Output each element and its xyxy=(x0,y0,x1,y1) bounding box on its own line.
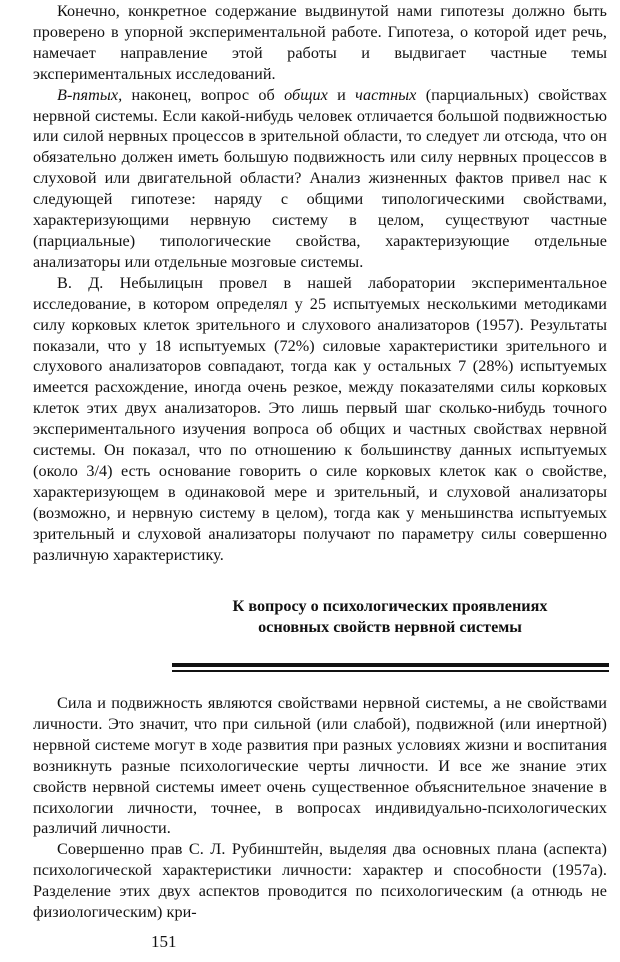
section-heading xyxy=(160,596,620,638)
emphasis-partial: частных xyxy=(355,85,417,104)
section-heading-line-1: К вопросу о психологических проявлениях xyxy=(232,597,548,615)
heading-rule-thin xyxy=(172,670,609,672)
paragraph-hypothesis: Конечно, конкретное содержание выдвинутой нами гипотезы должно быть проверено в упорной экспериментальной работе. Гипотеза, о которой идет речь, намечает направление этой работы и выдвигает частные темы экспериментальных исследований. xyxy=(33,2,607,83)
paragraph-fifth-text-b: (парциальных) свойствах нервной системы. Если какой-нибудь человек отличается большой подвижностью или силой нервных процессов в зрительной области, то следует ли отсюда, что он обязательно должен иметь большую подвижность или силу нервных процессов в слуховой или двигательной области? Анализ жизненных фактов привел нас к следующей гипотезе: наряду с общими типологическими свойствами, характеризующими нервную систему в целом, существуют частные (парциальные) типологические свойства, характеризующие отдельные анализаторы или отдельные мозговые системы. xyxy=(33,85,607,271)
section-body xyxy=(33,693,607,923)
paragraph-rubinstein: Совершенно прав С. Л. Рубинштейн, выделяя два основных плана (аспекта) психологической характеристики личности: характер и способности (1957а). Разделение этих двух аспектов проводится по психологическим (а отнюдь не физиологическим) кри- xyxy=(33,840,607,922)
emphasis-fifth: В-пятых, xyxy=(57,85,123,104)
intro-text xyxy=(33,1,607,565)
paragraph-nebylitsyn-study: В. Д. Небылицын провел в нашей лаборатории экспериментальное исследование, в котором определял у 25 испытуемых несколькими методиками силу корковых клеток зрительного и слухового анализаторов (1957). Результаты показали, что у 18 испытуемых (72%) силовые характеристики зрительного и слухового анализаторов совпадают, тогда как у остальных 7 (28%) испытуемых имеется расхождение, иногда очень резкое, между показателями силы корковых клеток этих двух анализаторов. Это лишь первый шаг сколько-нибудь точного экспериментального изучения вопроса об общих и частных свойствах нервной системы. Он показал, что по отношению к большинству данных испытуемых (около 3/4) есть основание говорить о силе корковых клеток как о свойстве, характеризующем в одинаковой мере и зрительный, и слуховой анализаторы (возможно, и нервную систему в целом), тогда как у меньшинства испытуемых зрительный и слуховой анализаторы получают по параметру силы совершенно различную характеристику. xyxy=(33,273,607,564)
page-number: 151 xyxy=(151,932,177,951)
paragraph-strength-mobility: Сила и подвижность являются свойствами нервной системы, а не свойствами личности. Это значит, что при сильной (или слабой), подвижной (или инертной) нервной системе могут в ходе развития при разных условиях жизни и воспитания возникнуть разные психологические черты личности. И все же знание этих свойств нервной системы имеет очень существенное объяснительное значение в психологии личности, точнее, в вопросах индивидуально-психологических различий личности. xyxy=(33,694,607,838)
emphasis-general: общих xyxy=(284,85,328,104)
paragraph-fifth-text-a: наконец, вопрос об xyxy=(122,85,285,104)
section-heading-line-2: основных свойств нервной системы xyxy=(258,618,522,636)
paragraph-fifth-conjunction: и xyxy=(327,85,356,104)
heading-rule-thick xyxy=(172,663,609,667)
paragraph-fifth-point xyxy=(33,85,607,273)
